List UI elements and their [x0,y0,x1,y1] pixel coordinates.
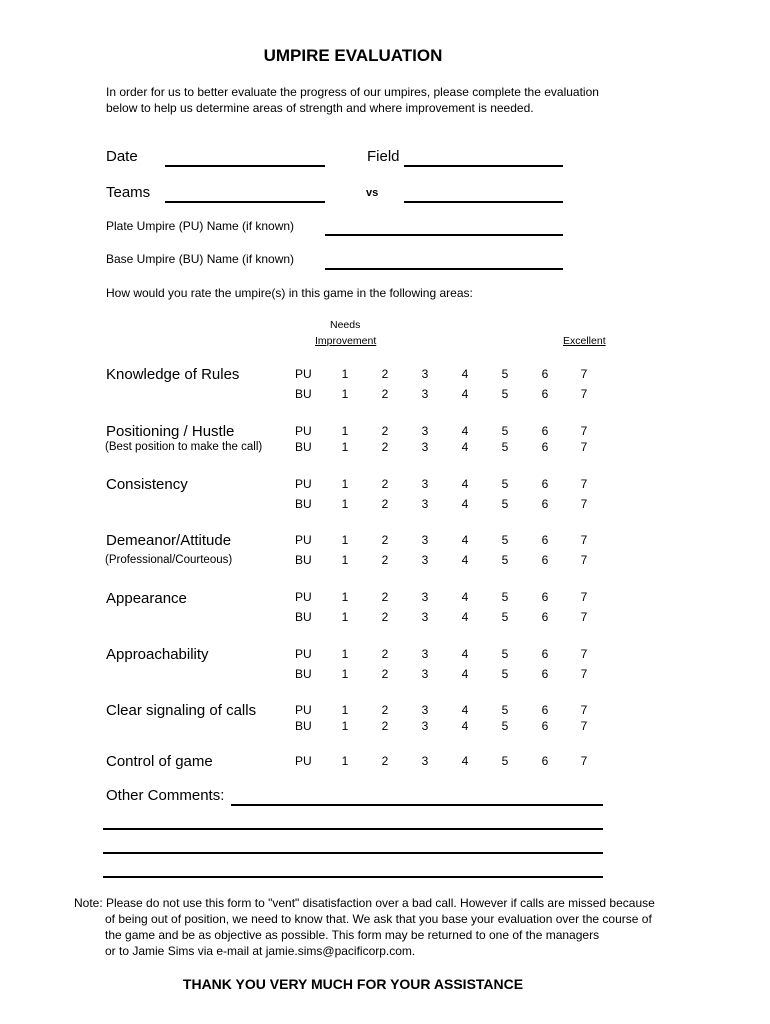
rating-option[interactable]: 3 [421,590,429,604]
rating-option[interactable]: 3 [421,719,429,733]
rating-option[interactable]: 7 [580,387,588,401]
criterion-sublabel: (Best position to make the call) [105,441,263,453]
rating-option[interactable]: 5 [501,533,509,547]
rating-option[interactable]: 2 [381,610,389,624]
criterion-label: Clear signaling of calls [106,702,257,719]
teams-label: Teams [106,184,151,201]
criterion-label: Consistency [106,476,188,493]
rating-option[interactable]: 3 [421,533,429,547]
rating-option[interactable]: 2 [381,367,389,381]
umpire-role-pu: PU [295,754,312,768]
rating-option[interactable]: 6 [541,424,549,438]
rating-option[interactable]: 7 [580,424,588,438]
rating-option[interactable]: 1 [341,424,349,438]
rating-option[interactable]: 4 [461,610,469,624]
rating-option[interactable]: 5 [501,667,509,681]
rating-option[interactable]: 3 [421,424,429,438]
rating-option[interactable]: 1 [341,754,349,768]
rating-option[interactable]: 1 [341,610,349,624]
rating-option[interactable]: 2 [381,719,389,733]
rating-option[interactable]: 1 [341,497,349,511]
rating-option[interactable]: 5 [501,590,509,604]
rating-option[interactable]: 6 [541,553,549,567]
rating-option[interactable]: 5 [501,610,509,624]
rating-option[interactable]: 7 [580,533,588,547]
rating-option[interactable]: 3 [421,610,429,624]
rating-option[interactable]: 5 [501,754,509,768]
rating-option[interactable]: 2 [381,667,389,681]
criterion-sublabel: (Professional/Courteous) [105,554,233,566]
umpire-role-pu: PU [295,703,312,717]
umpire-role-bu: BU [295,497,312,511]
rating-option[interactable]: 5 [501,477,509,491]
rating-option[interactable]: 4 [461,424,469,438]
rating-option[interactable]: 4 [461,719,469,733]
umpire-role-pu: PU [295,477,312,491]
rating-option[interactable]: 2 [381,533,389,547]
rating-option[interactable]: 3 [421,477,429,491]
rating-option[interactable]: 3 [421,367,429,381]
base-umpire-label: Base Umpire (BU) Name (if known) [106,252,295,266]
rating-option[interactable]: 6 [541,387,549,401]
date-field[interactable] [165,165,325,167]
rating-option[interactable]: 5 [501,719,509,733]
rating-option[interactable]: 7 [580,440,588,454]
rating-option[interactable]: 1 [341,367,349,381]
umpire-role-bu: BU [295,553,312,567]
rating-option[interactable]: 1 [341,440,349,454]
comments-label: Other Comments: [106,787,225,804]
rating-option[interactable]: 6 [541,440,549,454]
umpire-role-pu: PU [295,533,312,547]
rating-option[interactable]: 3 [421,387,429,401]
comments-line-1[interactable] [231,804,603,806]
rating-option[interactable]: 7 [580,610,588,624]
note-line-2: of being out of position, we need to know that. We ask that you base your evaluation over the course of [105,912,652,926]
comments-line-4[interactable] [103,876,603,878]
rating-option[interactable]: 7 [580,667,588,681]
rating-option[interactable]: 1 [341,387,349,401]
rating-option[interactable]: 2 [381,387,389,401]
rating-option[interactable]: 4 [461,667,469,681]
scale-high-label: Excellent [563,335,606,347]
rating-option[interactable]: 1 [341,703,349,717]
comments-line-3[interactable] [103,852,603,854]
field-label: Field [367,148,400,165]
rating-option[interactable]: 6 [541,367,549,381]
field-input[interactable] [404,165,563,167]
criterion-label: Positioning / Hustle [106,423,235,440]
rating-option[interactable]: 2 [381,590,389,604]
rating-option[interactable]: 7 [580,553,588,567]
intro-line-2: below to help us determine areas of strength and where improvement is needed. [106,101,534,115]
rating-option[interactable]: 1 [341,719,349,733]
note-line-4: or to Jamie Sims via e-mail at jamie.sims@pacificorp.com. [105,944,416,958]
rating-option[interactable]: 1 [341,647,349,661]
rating-option[interactable]: 5 [501,424,509,438]
rating-option[interactable]: 4 [461,754,469,768]
vs-label: vs [366,187,379,199]
rating-option[interactable]: 4 [461,590,469,604]
rating-option[interactable]: 3 [421,667,429,681]
scale-low-label-line1: Needs [330,319,361,331]
comments-line-2[interactable] [103,828,603,830]
rating-option[interactable]: 7 [580,703,588,717]
rating-option[interactable]: 1 [341,667,349,681]
rating-option[interactable]: 2 [381,440,389,454]
date-label: Date [106,148,138,165]
rating-option[interactable]: 5 [501,387,509,401]
rating-option[interactable]: 4 [461,387,469,401]
rating-option[interactable]: 7 [580,367,588,381]
rating-option[interactable]: 5 [501,497,509,511]
note-line-1: Note: Please do not use this form to "vent" disatisfaction over a bad call. However if calls are missed because [74,896,655,910]
umpire-role-bu: BU [295,387,312,401]
criterion-label: Appearance [106,590,187,607]
rating-question: How would you rate the umpire(s) in this game in the following areas: [106,286,473,300]
rating-option[interactable]: 7 [580,477,588,491]
rating-option[interactable]: 6 [541,647,549,661]
rating-option[interactable]: 6 [541,703,549,717]
rating-option[interactable]: 4 [461,533,469,547]
plate-umpire-field[interactable] [325,234,563,236]
umpire-role-pu: PU [295,424,312,438]
rating-option[interactable]: 4 [461,440,469,454]
rating-option[interactable]: 5 [501,553,509,567]
umpire-role-bu: BU [295,610,312,624]
team-1-field[interactable] [165,201,325,203]
note-line-3: the game and be as objective as possible. This form may be returned to one of the managers [105,928,600,942]
intro-line-1: In order for us to better evaluate the progress of our umpires, please complete the evaluation [106,85,599,99]
plate-umpire-label: Plate Umpire (PU) Name (if known) [106,219,295,233]
umpire-role-pu: PU [295,590,312,604]
rating-option[interactable]: 6 [541,590,549,604]
rating-option[interactable]: 6 [541,497,549,511]
rating-option[interactable]: 2 [381,497,389,511]
rating-option[interactable]: 7 [580,590,588,604]
rating-option[interactable]: 5 [501,440,509,454]
rating-option[interactable]: 6 [541,754,549,768]
rating-option[interactable]: 2 [381,703,389,717]
rating-option[interactable]: 1 [341,590,349,604]
rating-option[interactable]: 6 [541,610,549,624]
rating-option[interactable]: 3 [421,497,429,511]
rating-option[interactable]: 2 [381,424,389,438]
rating-option[interactable]: 4 [461,703,469,717]
rating-option[interactable]: 3 [421,440,429,454]
scale-low-label-line2: Improvement [315,335,377,347]
umpire-role-bu: BU [295,667,312,681]
rating-option[interactable]: 2 [381,553,389,567]
umpire-role-bu: BU [295,440,312,454]
rating-option[interactable]: 6 [541,719,549,733]
rating-option[interactable]: 3 [421,647,429,661]
rating-option[interactable]: 3 [421,754,429,768]
rating-option[interactable]: 2 [381,647,389,661]
rating-option[interactable]: 5 [501,647,509,661]
rating-option[interactable]: 7 [580,647,588,661]
rating-option[interactable]: 7 [580,497,588,511]
rating-option[interactable]: 5 [501,367,509,381]
rating-option[interactable]: 6 [541,533,549,547]
rating-option[interactable]: 4 [461,367,469,381]
rating-option[interactable]: 1 [341,533,349,547]
criterion-label: Demeanor/Attitude [106,532,232,549]
umpire-role-bu: BU [295,719,312,733]
rating-option[interactable]: 6 [541,667,549,681]
rating-option[interactable]: 1 [341,553,349,567]
rating-option[interactable]: 2 [381,477,389,491]
rating-option[interactable]: 7 [580,719,588,733]
rating-option[interactable]: 6 [541,477,549,491]
umpire-role-pu: PU [295,647,312,661]
team-2-field[interactable] [404,201,563,203]
criterion-label: Approachability [106,646,209,663]
base-umpire-field[interactable] [325,268,563,270]
criterion-label: Control of game [106,753,213,770]
rating-option[interactable]: 4 [461,647,469,661]
rating-option[interactable]: 4 [461,497,469,511]
note-text [74,895,655,959]
rating-option[interactable]: 3 [421,553,429,567]
intro-text [106,84,599,116]
thank-you-message: THANK YOU VERY MUCH FOR YOUR ASSISTANCE [182,976,524,992]
rating-option[interactable]: 2 [381,754,389,768]
rating-option[interactable]: 4 [461,553,469,567]
rating-option[interactable]: 7 [580,754,588,768]
umpire-role-pu: PU [295,367,312,381]
rating-option[interactable]: 5 [501,703,509,717]
page-title: UMPIRE EVALUATION [263,46,443,65]
rating-option[interactable]: 3 [421,703,429,717]
criterion-label: Knowledge of Rules [106,366,240,383]
rating-option[interactable]: 1 [341,477,349,491]
rating-option[interactable]: 4 [461,477,469,491]
